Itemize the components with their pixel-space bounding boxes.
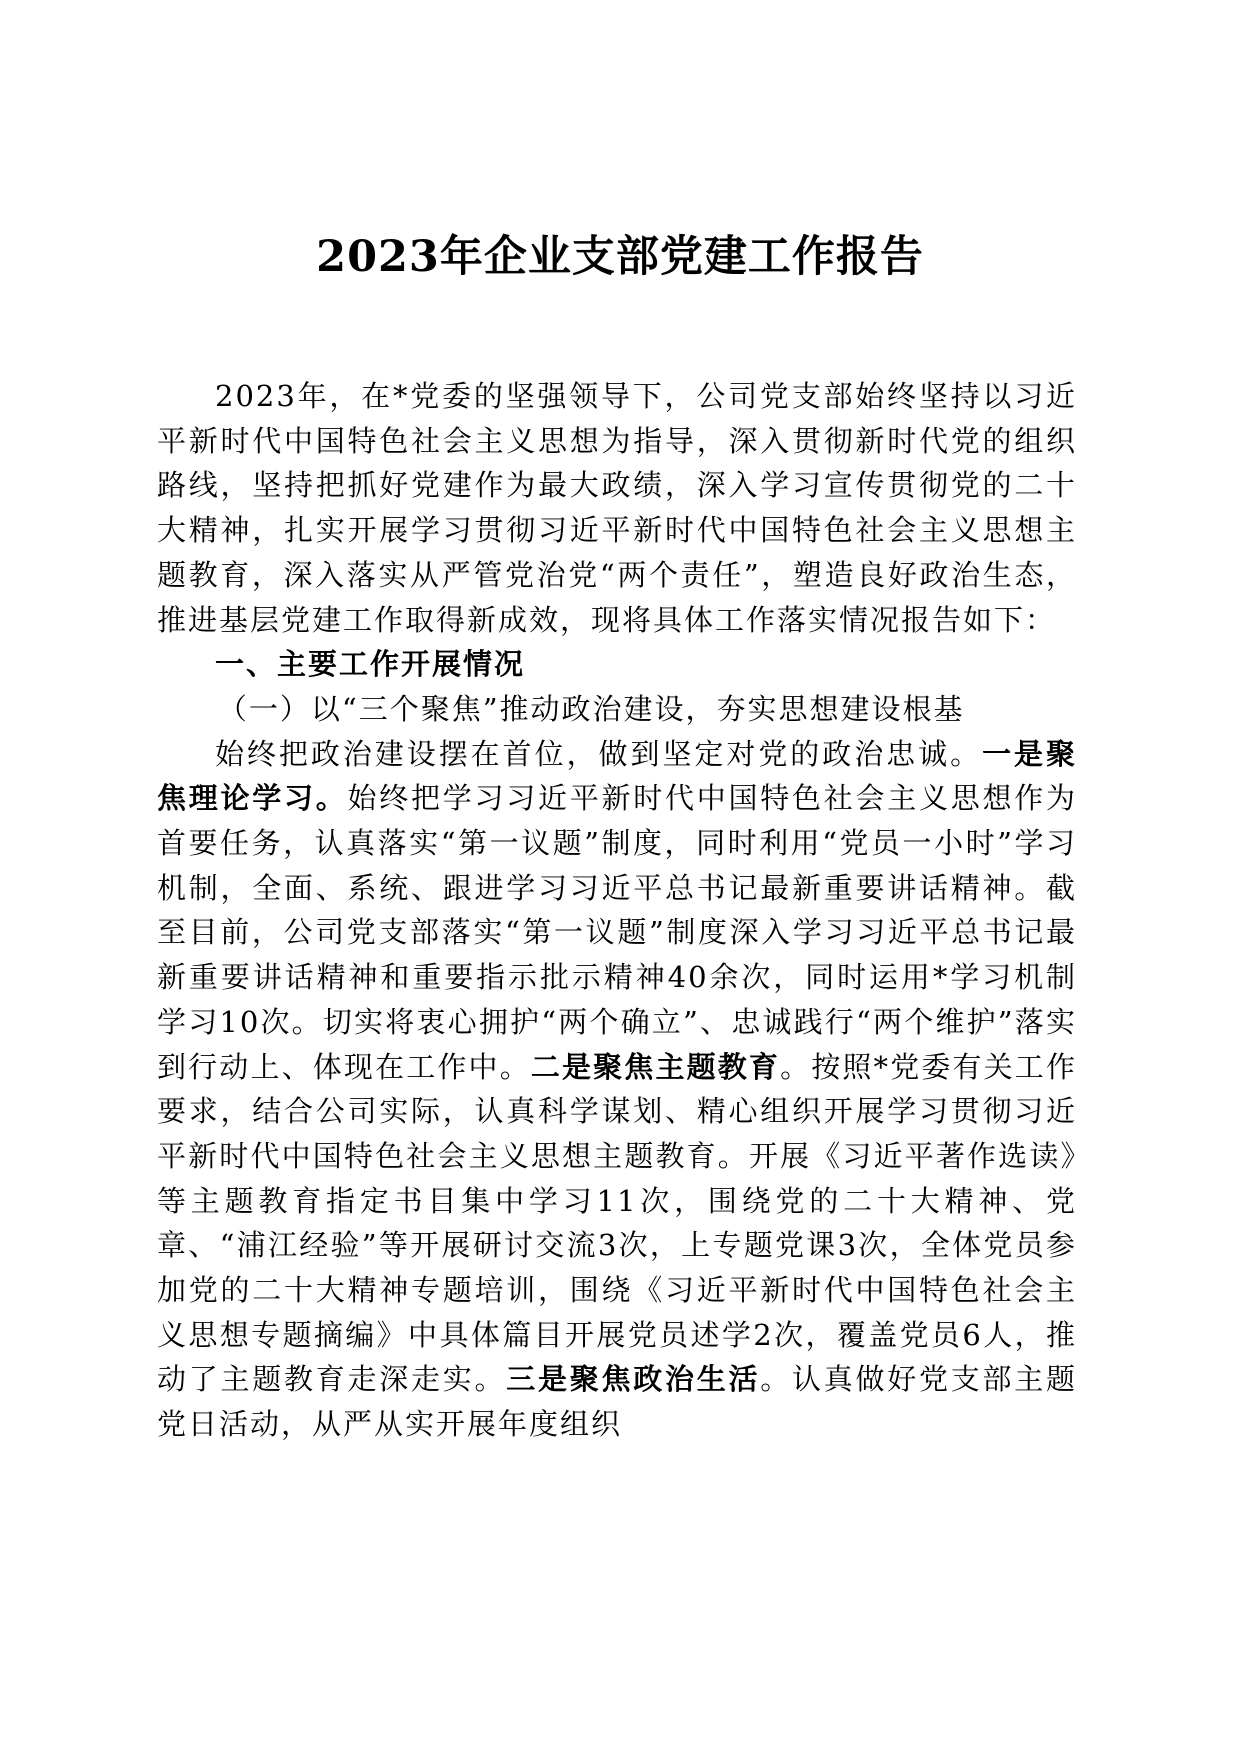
point-two-label: 二是聚焦主题教育 bbox=[530, 1049, 781, 1084]
body-paragraph bbox=[157, 732, 1077, 1447]
point-three-text: 。认真做好党支部主题党日活动，从严从实开展年度组织 bbox=[157, 1362, 1077, 1442]
section-heading: 一、主要工作开展情况 bbox=[215, 647, 526, 682]
point-one-text: 始终把学习习近平新时代中国特色社会主义思想作为首要任务，认真落实“第一议题”制度，同时利用“党员一小时”学习机制，全面、系统、跟进学习习近平总书记最新重要讲话精神。截至目前，公司党支部落实“第一议题”制度深入学习习近平总书记最新重要讲话精神和重要指示批示精神40余次，同时运用*学习机制学习10次。切实将衷心拥护“两个确立”、忠诚践行“两个维护”落实到行动上、体现在工作中。 bbox=[157, 781, 1077, 1084]
point-three-label: 三是聚焦政治生活 bbox=[506, 1362, 761, 1397]
point-one-label: 一是聚焦理论学习。 bbox=[157, 736, 1077, 816]
document-title: 2023年企业支部党建工作报告 bbox=[316, 232, 924, 282]
subsection-heading: （一）以“三个聚焦”推动政治建设，夯实思想建设根基 bbox=[217, 691, 965, 726]
intro-paragraph: 2023年，在*党委的坚强领导下，公司党支部始终坚持以习近平新时代中国特色社会主义思想为指导，深入贯彻新时代党的组织路线，坚持把抓好党建作为最大政绩，深入学习宣传贯彻党的二十大精神，扎实开展学习贯彻习近平新时代中国特色社会主义思想主题教育，深入落实从严管党治党“两个责任”，塑造良好政治生态，推进基层党建工作取得新成效，现将具体工作落实情况报告如下： bbox=[157, 379, 1077, 637]
lead-sentence: 始终把政治建设摆在首位，做到坚定对党的政治忠诚。 bbox=[215, 736, 983, 771]
point-two-text: 。按照*党委有关工作要求，结合公司实际，认真科学谋划、精心组织开展学习贯彻习近平新时代中国特色社会主义思想主题教育。开展《习近平著作选读》等主题教育指定书目集中学习11次，围绕党的二十大精神、党章、“浦江经验”等开展研讨交流3次，上专题党课3次，全体党员参加党的二十大精神专题培训，围绕《习近平新时代中国特色社会主义思想专题摘编》中具体篇目开展党员述学2次，覆盖党员6人，推动了主题教育走深走实。 bbox=[157, 1049, 1077, 1397]
document-body bbox=[157, 374, 1077, 1447]
